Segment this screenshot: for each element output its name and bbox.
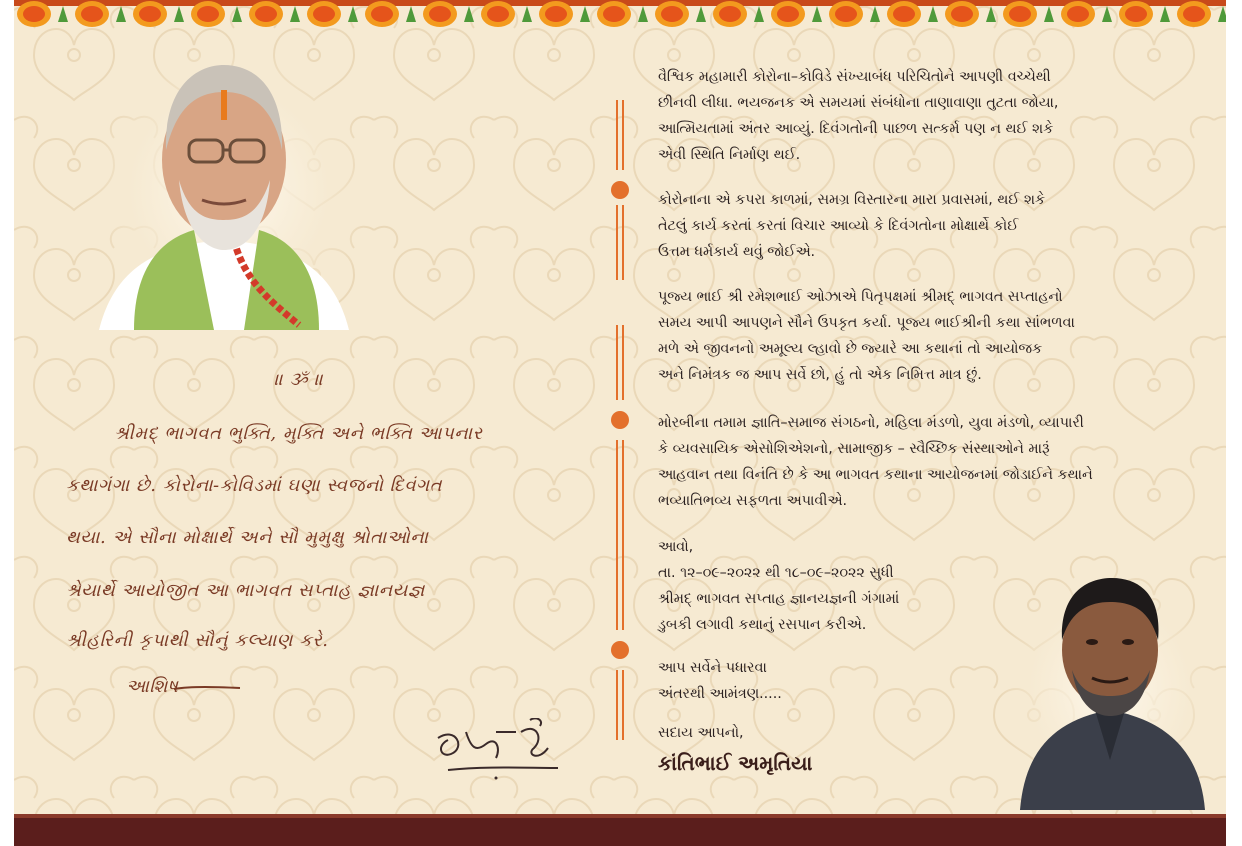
marigold-center <box>487 6 509 22</box>
letter-line: આત્મિયતામાં અંતર આવ્યું. દિવંગતોની પાછળ સત્કર્મ પણ ન થઈ શકે <box>658 121 1054 137</box>
letter-line: કે વ્યવસાયિક એસોશિએશનો, સામાજીક – સ્વૈચ્છિક સંસ્થાઓને મારૂં <box>658 441 1050 457</box>
handwritten-line: કથાગંગા છે. કોરોના-કોવિડમાં ઘણા સ્વજનો દિવંગત <box>66 475 443 496</box>
garland-leaf <box>522 6 532 22</box>
garland-leaf <box>1160 6 1170 22</box>
garland-leaf <box>1044 6 1054 22</box>
letter-paragraph-4 <box>658 410 1218 514</box>
letter-line: આપ સર્વેને પધારવા <box>658 660 767 676</box>
letter-paragraph-3 <box>658 284 1218 388</box>
event-dates: તા. ૧૨–૦૯–૨૦૨૨ થી ૧૮–૦૯–૨૦૨૨ સુધી <box>658 565 894 581</box>
handwritten-line: શ્રીમદ્ ભાગવત ભુક્તિ, મુક્તિ અને ભક્તિ આપનાર <box>114 423 483 444</box>
marigold-center <box>951 6 973 22</box>
letter-line: વૈશ્વિક મહામારી કોરોના–કોવિડે સંખ્યાબંધ પરિચિતોને આપણી વચ્ચેથી <box>658 69 1051 85</box>
garland-leaf <box>638 6 648 22</box>
marigold-center <box>545 6 567 22</box>
letter-line: તેટલું કાર્ય કરતાં કરતાં વિચાર આવ્યો કે દિવંગતોના મોક્ષાર્થે કોઈ <box>658 218 1019 234</box>
letter-paragraph-2 <box>658 187 1218 265</box>
garland-leaf <box>928 6 938 22</box>
om-symbol: ॥ ૐ ॥ <box>274 370 324 390</box>
garland-leaf <box>58 6 68 22</box>
marigold-center <box>603 6 625 22</box>
vertical-divider <box>610 90 630 750</box>
marigold-center <box>371 6 393 22</box>
bottom-border-band <box>14 814 1226 846</box>
speaker-portrait-left <box>84 40 374 340</box>
marigold-center <box>1125 6 1147 22</box>
letter-line: છીનવી લીધા. ભયજનક એ સમયમાં સંબંધોના તાણાવાણા તુટતા જોયા, <box>658 95 1059 111</box>
marigold-center <box>1009 6 1031 22</box>
marigold-center <box>313 6 335 22</box>
garland-leaf <box>174 6 184 22</box>
handwritten-line: શ્રેયાર્થે આયોજીત આ ભાગવત સપ્તાહ જ્ઞાનયજ્ઞ <box>66 580 425 601</box>
garland-leaf <box>812 6 822 22</box>
garland-leaf <box>290 6 300 22</box>
garland-leaf <box>232 6 242 22</box>
marigold-center <box>1067 6 1089 22</box>
marigold-center <box>1183 6 1205 22</box>
garland-leaf <box>986 6 996 22</box>
letter-line: પૂજ્ય ભાઈ શ્રી રમેશભાઈ ઓઝાએ પિતૃપક્ષમાં શ્રીમદ્ ભાગવત સપ્તાહનો <box>658 289 1063 305</box>
marigold-center <box>139 6 161 22</box>
marigold-center <box>197 6 219 22</box>
marigold-center <box>719 6 741 22</box>
host-portrait-right <box>1000 560 1220 810</box>
handwritten-signature <box>426 718 566 782</box>
letter-line: કોરોનાના એ કપરા કાળમાં, સમગ્ર વિસ્તારના મારા પ્રવાસમાં, થઈ શકે <box>658 192 1045 208</box>
marigold-center <box>661 6 683 22</box>
marigold-center <box>893 6 915 22</box>
invitation-card <box>14 0 1226 846</box>
garland-leaf <box>696 6 706 22</box>
letter-line: ડુબકી લગાવી કથાનું રસપાન કરીએ. <box>658 617 867 633</box>
letter-line: અને નિમંત્રક જ આપ સર્વે છો, હું તો એક નિમિત્ત માત્ર છું. <box>658 367 982 383</box>
blessing-underline <box>172 683 242 693</box>
letter-line: એવી સ્થિતિ નિર્માણ થઈ. <box>658 147 801 163</box>
signoff-name: કાંતિભાઈ અમૃતિયા <box>658 751 813 775</box>
garland-leaf <box>1218 6 1226 22</box>
marigold-center <box>835 6 857 22</box>
letter-line: આવો, <box>658 539 694 555</box>
marigold-center <box>23 6 45 22</box>
marigold-garland-border <box>14 0 1226 30</box>
letter-line: અંતરથી આમંત્રણ..... <box>658 686 782 702</box>
letter-line: શ્રીમદ્ ભાગવત સપ્તાહ જ્ઞાનયજ્ઞની ગંગામાં <box>658 591 900 607</box>
handwritten-blessing: આશિષ <box>126 676 179 697</box>
garland-leaf <box>406 6 416 22</box>
letter-line: ભવ્યાતિભવ્ય સફળતા અપાવીએ. <box>658 493 847 509</box>
garland-leaf <box>1102 6 1112 22</box>
garland-leaf <box>580 6 590 22</box>
letter-line: સદાય આપનો, <box>658 725 744 741</box>
marigold-center <box>81 6 103 22</box>
letter-line: મોરબીના તમામ જ્ઞાતિ–સમાજ સંગઠનો, મહિલા મંડળો, યુવા મંડળો, વ્યાપારી <box>658 415 1084 431</box>
handwritten-line: શ્રીહરિની કૃપાથી સૌનું કલ્યાણ કરે. <box>66 630 329 651</box>
marigold-center <box>429 6 451 22</box>
letter-line: આહવાન તથા વિનંતિ છે કે આ ભાગવત કથાના આયોજનમાં જોડાઈને કથાને <box>658 467 1093 483</box>
garland-leaf <box>464 6 474 22</box>
garland-leaf <box>870 6 880 22</box>
letter-line: મળે એ જીવનનો અમૂલ્ય લ્હાવો છે જ્યારે આ કથાનાં તો આયોજક <box>658 341 1043 357</box>
letter-line: સમય આપી આપણને સૌને ઉપકૃત કર્યા. પૂજ્ય ભાઈશ્રીની કથા સાંભળવા <box>658 315 1075 331</box>
handwritten-line: થયા. એ સૌના મોક્ષાર્થે અને સૌ મુમુક્ષુ શ્રોતાઓના <box>66 527 429 548</box>
letter-paragraph-1 <box>658 64 1218 168</box>
marigold-center <box>255 6 277 22</box>
marigold-center <box>777 6 799 22</box>
letter-line: ઉત્તમ ધર્મકાર્ય થવું જોઈએ. <box>658 244 816 260</box>
garland-leaf <box>754 6 764 22</box>
garland-leaf <box>348 6 358 22</box>
garland-leaf <box>116 6 126 22</box>
